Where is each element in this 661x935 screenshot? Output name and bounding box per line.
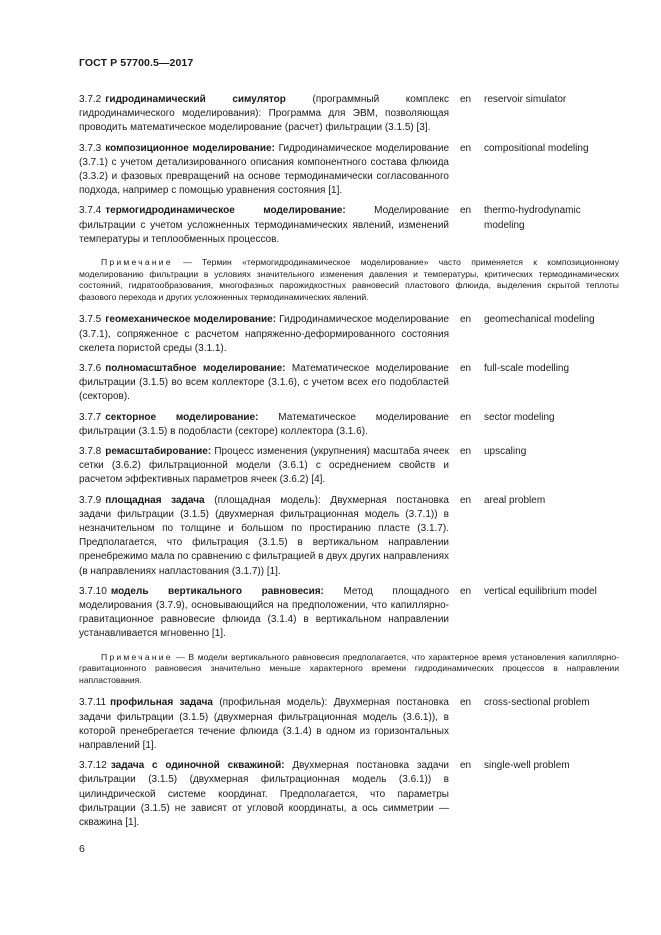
term-text: (программный комплекс гидродинамического моделирования): Программа для ЭВМ, позволяющая проводить математическое моделирование (расчет) фильтрации (3.1.5) [3]. bbox=[79, 94, 449, 134]
language-code: en bbox=[460, 94, 472, 105]
language-code: en bbox=[460, 585, 472, 597]
term-number: 3.7.9 bbox=[79, 494, 102, 506]
page-number: 6 bbox=[79, 843, 85, 855]
note-label: Примечание bbox=[101, 257, 173, 268]
terms-list bbox=[79, 93, 619, 836]
language-code: en bbox=[460, 697, 472, 709]
english-equivalent: areal problem bbox=[484, 494, 546, 506]
term-number: 3.7.4 bbox=[79, 205, 102, 217]
term-text: (площадная модель): Двухмерная постановка задачи фильтрации (3.1.5) (двухмерная фильтрационная модель (3.7.1)) в незначительном по толщине и большом по простиранию пласте (3.1.7). Предполагается, что фильтрация (3.1.5) в вертикальном направлении пренебрежимо мала по сравнению с фильтрацией в двух других направлениях (в направлениях напластования (3.1.7)) [1]. bbox=[79, 494, 449, 577]
english-equivalent: sector modeling bbox=[484, 411, 555, 423]
english-equivalent: upscaling bbox=[484, 446, 527, 458]
language-code: en bbox=[460, 494, 472, 506]
term-entry-3-7-10 bbox=[79, 585, 619, 642]
term-name: композиционное моделирование: bbox=[105, 142, 275, 154]
term-text: Гидродинамическое моделирование (3.7.1), сопряженное с расчетом напряженно-деформированного состояния скелета пористой среды (3.1.1). bbox=[79, 314, 450, 354]
term-name: модель вертикального равновесия: bbox=[110, 585, 324, 597]
note-label: Примечание bbox=[101, 651, 173, 662]
english-equivalent: full-scale modelling bbox=[484, 363, 570, 375]
term-definition bbox=[79, 93, 449, 136]
term-name: полномасштабное моделирование: bbox=[105, 363, 286, 375]
term-number: 3.7.5 bbox=[79, 314, 102, 326]
term-text: Моделирование фильтрации с учетом усложненных термодинамических явлений, изменений температуры и теплообменных процессов. bbox=[79, 205, 450, 245]
term-name: профильная задача bbox=[110, 697, 213, 709]
term-entry-3-7-7 bbox=[79, 411, 619, 439]
term-text: Двухмерная постановка задачи фильтрации (3.1.5) (двухмерная фильтрационная модель (3.6.1)) в цилиндрической системе координат. Предполагается, что параметры фильтрации (3.1.5) не зависят от угловой координаты, а ось симметрии — скважина [1]. bbox=[79, 760, 449, 829]
document-header: ГОСТ Р 57700.5—2017 bbox=[79, 57, 194, 69]
term-text: Гидродинамическое моделирование (3.7.1) с учетом детализированного описания компонентного состава флюида (3.3.2) и фазовых превращений на основе термодинамически согласованного подхода, например с помощью уравнения состояния [1]. bbox=[79, 142, 450, 197]
language-code: en bbox=[460, 411, 472, 423]
term-number: 3.7.12 bbox=[79, 760, 107, 772]
term-name: термогидродинамическое моделирование: bbox=[105, 205, 346, 217]
term-name: гидродинамический симулятор bbox=[105, 94, 286, 105]
term-definition bbox=[79, 759, 449, 830]
term-entry-3-7-9 bbox=[79, 494, 619, 579]
note-text: — В модели вертикального равновесия предполагается, что характерное время установления капиллярно-гравитационного равновесия значительно меньше характерного времени гидродинамических процессов в направлении напластования. bbox=[79, 651, 619, 685]
term-name: площадная задача bbox=[105, 494, 205, 506]
term-entry-3-7-3 bbox=[79, 142, 619, 199]
term-number: 3.7.7 bbox=[79, 411, 102, 423]
english-equivalent: cross-sectional problem bbox=[484, 697, 590, 709]
english-equivalent: reservoir simulator bbox=[484, 94, 567, 105]
term-name: ремасштабирование: bbox=[105, 446, 212, 458]
note-text: — Термин «термогидродинамическое моделирование» часто применяется к композиционному моделированию фильтрации в условиях значительного изменения давления и температуры, критических термодинамических состояний, гидратообразования, многофазных парожидкостных равновесий пластового флюида, выделения скрытой теплоты фазового перехода и других усложненных термодинамических явлений. bbox=[79, 257, 619, 302]
term-entry-3-7-5 bbox=[79, 313, 619, 356]
term-name: задача с одиночной скважиной: bbox=[110, 760, 285, 772]
language-code: en bbox=[460, 446, 472, 458]
term-text: Процесс изменения (укрупнения) масштаба ячеек сетки (3.6.2) фильтрационной модели (3.6.1) с осреднением свойств и расчетом эффективных параметров ячеек (3.6.2) [4]. bbox=[79, 446, 449, 486]
term-definition bbox=[79, 585, 449, 642]
term-entry-3-7-8 bbox=[79, 445, 619, 488]
term-text: Математическое моделирование фильтрации (3.1.5) в подобласти (секторе) коллектора (3.1.6). bbox=[79, 411, 449, 437]
term-entry-3-7-4 bbox=[79, 204, 619, 247]
english-equivalent: compositional modeling bbox=[484, 142, 589, 154]
language-code: en bbox=[460, 205, 472, 217]
note-paragraph bbox=[79, 257, 619, 303]
term-number: 3.7.8 bbox=[79, 446, 102, 458]
english-equivalent: thermo-hydrodynamic modeling bbox=[484, 205, 581, 231]
term-number: 3.7.3 bbox=[79, 142, 102, 154]
term-definition bbox=[79, 142, 449, 199]
term-definition bbox=[79, 494, 449, 579]
english-equivalent: geomechanical modeling bbox=[484, 314, 595, 326]
term-definition bbox=[79, 362, 449, 405]
term-entry-3-7-12 bbox=[79, 759, 619, 830]
language-code: en bbox=[460, 363, 472, 375]
term-definition bbox=[79, 313, 449, 356]
language-code: en bbox=[460, 760, 472, 772]
english-equivalent: vertical equilibrium model bbox=[484, 585, 597, 597]
term-name: геомеханическое моделирование: bbox=[105, 314, 277, 326]
term-number: 3.7.11 bbox=[79, 697, 107, 709]
term-entry-3-7-6 bbox=[79, 362, 619, 405]
term-entry-3-7-11 bbox=[79, 696, 619, 753]
term-entry-3-7-2 bbox=[79, 93, 619, 136]
term-name: секторное моделирование: bbox=[105, 411, 259, 423]
term-definition bbox=[79, 445, 449, 488]
english-equivalent: single-well problem bbox=[484, 760, 570, 772]
language-code: en bbox=[460, 142, 472, 154]
term-definition bbox=[79, 696, 449, 753]
language-code: en bbox=[460, 314, 472, 326]
term-text: Метод площадного моделирования (3.7.9), основывающийся на предположении, что капиллярно-гравитационное равновесие флюида (3.1.4) в вертикальном направлении устанавливается мгновенно [1]. bbox=[79, 585, 450, 640]
note-paragraph bbox=[79, 652, 619, 687]
term-number: 3.7.6 bbox=[79, 363, 102, 375]
term-text: (профильная модель): Двухмерная постановка задачи фильтрации (3.1.5) (двухмерная фильтрационная модель (3.6.1)), в которой пренебрегается течение флюида (3.1.4) в одном из горизонтальных направлений [1]. bbox=[79, 697, 449, 752]
term-definition bbox=[79, 204, 449, 247]
term-number: 3.7.2 bbox=[79, 94, 102, 105]
term-number: 3.7.10 bbox=[79, 585, 107, 597]
term-text: Математическое моделирование фильтрации (3.1.5) во всем коллекторе (3.1.6), с учетом всех его подобластей (секторов). bbox=[79, 363, 449, 403]
term-definition bbox=[79, 411, 449, 439]
